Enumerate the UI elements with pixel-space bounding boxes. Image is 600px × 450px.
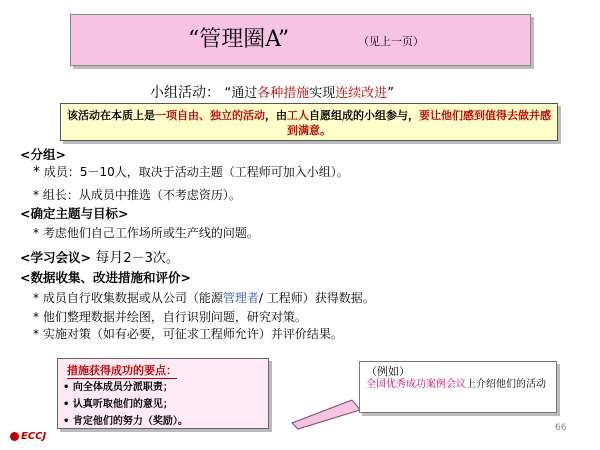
eccj-logo: ECCJ	[10, 431, 46, 442]
meeting-frequency: 2－3次。	[123, 251, 179, 266]
intro-text: 该活动在本质上是一项自由、独立的活动，由工人自愿组成的小组参与，要让他们感到值得去做并感到满意。	[67, 109, 551, 137]
page-number: 66	[555, 423, 567, 433]
keys-title: 措施获得成功的要点：	[67, 364, 177, 377]
subtitle-quote: “通过各种措施实现连续改进”	[224, 86, 394, 101]
title-box	[70, 14, 531, 66]
example-text: 全国优秀成功案例会议上介绍他们的活动	[366, 379, 546, 390]
data-item-1: * 成员自行收集数据或从公司（能源管理者/ 工程师）获得数据。	[33, 291, 375, 305]
data-item-3: * 实施对策（如有必要，可征求工程师允许）并评价结果。	[33, 327, 343, 341]
title-note: （见上一页）	[358, 35, 424, 48]
section-heading-org: <分组>	[20, 147, 66, 162]
section-heading-meeting: <学习会议> 每月2－3次。	[20, 250, 179, 266]
example-title: （例如）	[366, 365, 410, 378]
key-item-2: • 认真听取他们的意见；	[63, 399, 173, 410]
section-heading-data: <数据收集、改进措施和评价>	[20, 270, 191, 285]
subtitle-label: 小组活动	[150, 85, 206, 101]
key-item-1: • 向全体成员分派职责；	[63, 382, 173, 393]
pointer-arrow-icon	[290, 398, 366, 430]
org-item-2: * 组长：从成员中推选（不考虑资历）。	[33, 188, 241, 202]
section-heading-theme: <确定主题与目标>	[20, 206, 129, 221]
asterisk-icon: *	[33, 164, 40, 180]
logo-dot-icon	[10, 432, 19, 441]
key-item-3: • 肯定他们的努力（奖励）。	[63, 416, 188, 427]
meeting-monthly: 每月	[95, 250, 124, 266]
data-item-2: * 他们整理数据并绘图，自行识别问题，研究对策。	[33, 310, 307, 324]
theme-item-1: * 考虑他们自己工作场所或生产线的问题。	[33, 226, 259, 240]
subtitle: 小组活动： “通过各种措施实现连续改进”	[150, 82, 394, 104]
org-item-1: * 成员：5－10人，取决于活动主题（工程师可加入小组）。	[33, 164, 349, 180]
page-title: “管理圈A”	[188, 27, 290, 52]
